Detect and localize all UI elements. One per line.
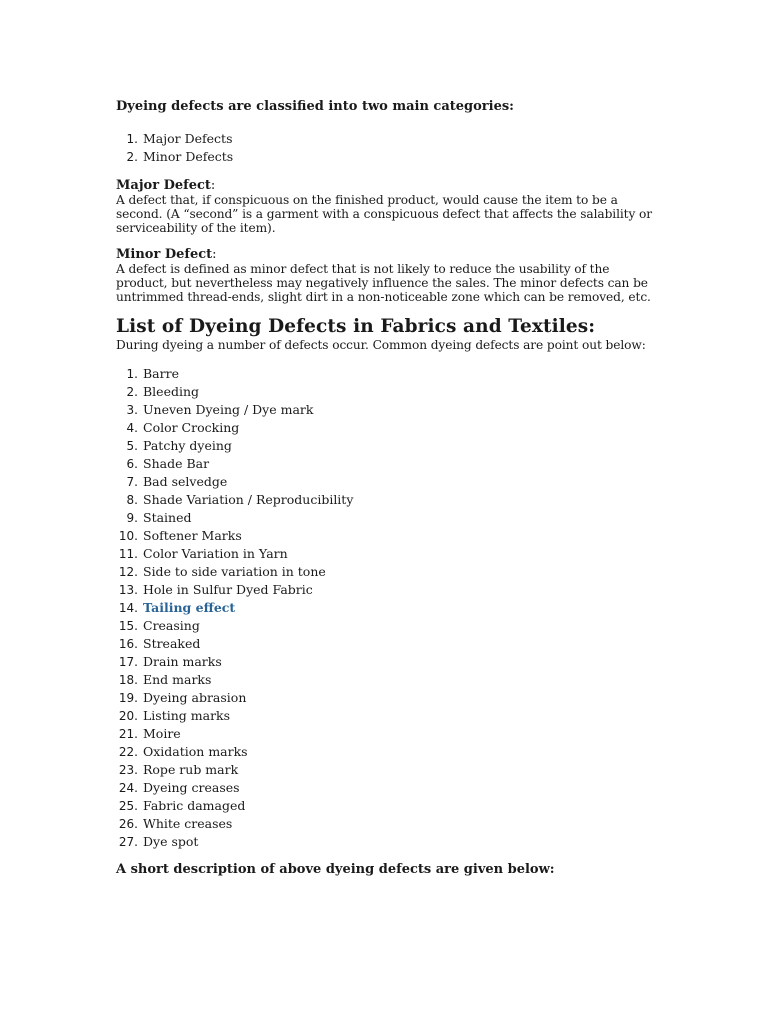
list-number: 18. (118, 673, 138, 687)
defect-list-item (116, 689, 656, 707)
major-heading-colon: : (210, 178, 216, 193)
list-number: 5. (126, 439, 138, 453)
list-label: Uneven Dyeing / Dye mark (143, 402, 314, 417)
defect-list-item (116, 581, 656, 599)
list-label: Dyeing abrasion (143, 690, 247, 705)
list-item (116, 130, 656, 148)
list-label: Moire (143, 726, 181, 741)
defect-list-item (116, 779, 656, 797)
defect-list-item (116, 761, 656, 779)
list-label: Minor Defects (143, 149, 234, 164)
list-number: 9. (126, 511, 138, 525)
list-number: 1. (126, 132, 138, 146)
defect-list-item (116, 725, 656, 743)
list-number: 23. (118, 763, 138, 777)
list-label: Rope rub mark (143, 762, 239, 777)
list-label: Bad selvedge (143, 474, 228, 489)
defect-list-item (116, 635, 656, 653)
list-label: Color Crocking (143, 420, 240, 435)
defect-list-item (116, 383, 656, 401)
list-label: Barre (143, 366, 179, 381)
list-number: 22. (118, 745, 138, 759)
defect-list-item (116, 563, 656, 581)
list-label: Dyeing creases (143, 780, 240, 795)
defect-list-item (116, 833, 656, 851)
minor-defect-heading (116, 247, 656, 262)
list-number: 25. (118, 799, 138, 813)
defect-list-item (116, 365, 656, 383)
major-heading-text: Major Defect (116, 178, 211, 193)
defect-list-item (116, 671, 656, 689)
list-label: Creasing (143, 618, 200, 633)
defect-list-item (116, 599, 656, 617)
defect-list-item (116, 437, 656, 455)
defect-list-item (116, 455, 656, 473)
defect-list-item (116, 617, 656, 635)
closing-text: A short description of above dyeing defects are given below: (116, 862, 555, 877)
list-label: Drain marks (143, 654, 222, 669)
minor-defect-text: A defect is defined as minor defect that is not likely to reduce the usability of the product, but nevertheless may negatively influence the sales. The minor defects can be untrimmed thread-ends, slight dirt in a non-noticeable zone which can be removed, etc. (116, 262, 651, 304)
defect-list-item (116, 653, 656, 671)
list-label: Shade Bar (143, 456, 210, 471)
list-heading: List of Dyeing Defects in Fabrics and Textiles: (116, 316, 596, 337)
defect-list-item (116, 527, 656, 545)
list-number: 4. (126, 421, 138, 435)
list-label: White creases (143, 816, 233, 831)
list-number: 2. (126, 150, 138, 164)
list-number: 13. (118, 583, 138, 597)
list-number: 12. (118, 565, 138, 579)
list-label: Bleeding (143, 384, 200, 399)
defect-list-item (116, 473, 656, 491)
list-label: Stained (143, 510, 192, 525)
major-defect-heading (116, 178, 656, 193)
defect-list-item (116, 509, 656, 527)
list-number: 8. (126, 493, 138, 507)
list-number: 17. (118, 655, 138, 669)
minor-heading-colon: : (212, 247, 217, 262)
defect-list-item (116, 545, 656, 563)
list-label: End marks (143, 672, 212, 687)
list-label: Major Defects (143, 131, 233, 146)
defect-list-item (116, 797, 656, 815)
list-label: Side to side variation in tone (143, 564, 326, 579)
list-number: 20. (118, 709, 138, 723)
minor-heading-text: Minor Defect (116, 247, 213, 262)
defect-list-item (116, 743, 656, 761)
list-number: 11. (118, 547, 138, 561)
list-number: 2. (126, 385, 138, 399)
list-label: Softener Marks (143, 528, 242, 543)
list-lead-text: During dyeing a number of defects occur. Common dyeing defects are point out below: (116, 338, 646, 352)
list-number: 10. (118, 529, 138, 543)
list-number: 7. (126, 475, 138, 489)
list-label: Streaked (143, 636, 201, 651)
list-number: 14. (118, 601, 138, 615)
list-number: 26. (118, 817, 138, 831)
list-label: Oxidation marks (143, 744, 248, 759)
list-number: 19. (118, 691, 138, 705)
list-number: 21. (118, 727, 138, 741)
list-number: 3. (126, 403, 138, 417)
defect-list-item (116, 491, 656, 509)
list-label: Hole in Sulfur Dyed Fabric (143, 582, 313, 597)
list-number: 24. (118, 781, 138, 795)
list-number: 6. (126, 457, 138, 471)
list-label: Shade Variation / Reproducibility (143, 492, 354, 507)
defect-list-item (116, 401, 656, 419)
defect-list-item (116, 419, 656, 437)
list-label: Fabric damaged (143, 798, 246, 813)
list-number: 27. (118, 835, 138, 849)
tailing-effect-link[interactable]: Tailing effect (143, 600, 236, 615)
defect-list-item (116, 707, 656, 725)
category-list (116, 130, 656, 166)
major-defect-text: A defect that, if conspicuous on the finished product, would cause the item to be a second. (A “second” is a garment with a conspicuous defect that affects the salability or serviceability of the item). (116, 193, 652, 235)
defect-list-item (116, 815, 656, 833)
list-item (116, 148, 656, 166)
list-number: 16. (118, 637, 138, 651)
list-number: 1. (126, 367, 138, 381)
list-label: Color Variation in Yarn (143, 546, 288, 561)
intro-text: Dyeing defects are classified into two main categories: (116, 99, 514, 114)
list-number: 15. (118, 619, 138, 633)
document-page (116, 98, 656, 879)
list-label: Listing marks (143, 708, 231, 723)
defect-list (116, 365, 656, 851)
list-label: Patchy dyeing (143, 438, 232, 453)
list-label: Dye spot (143, 834, 199, 849)
